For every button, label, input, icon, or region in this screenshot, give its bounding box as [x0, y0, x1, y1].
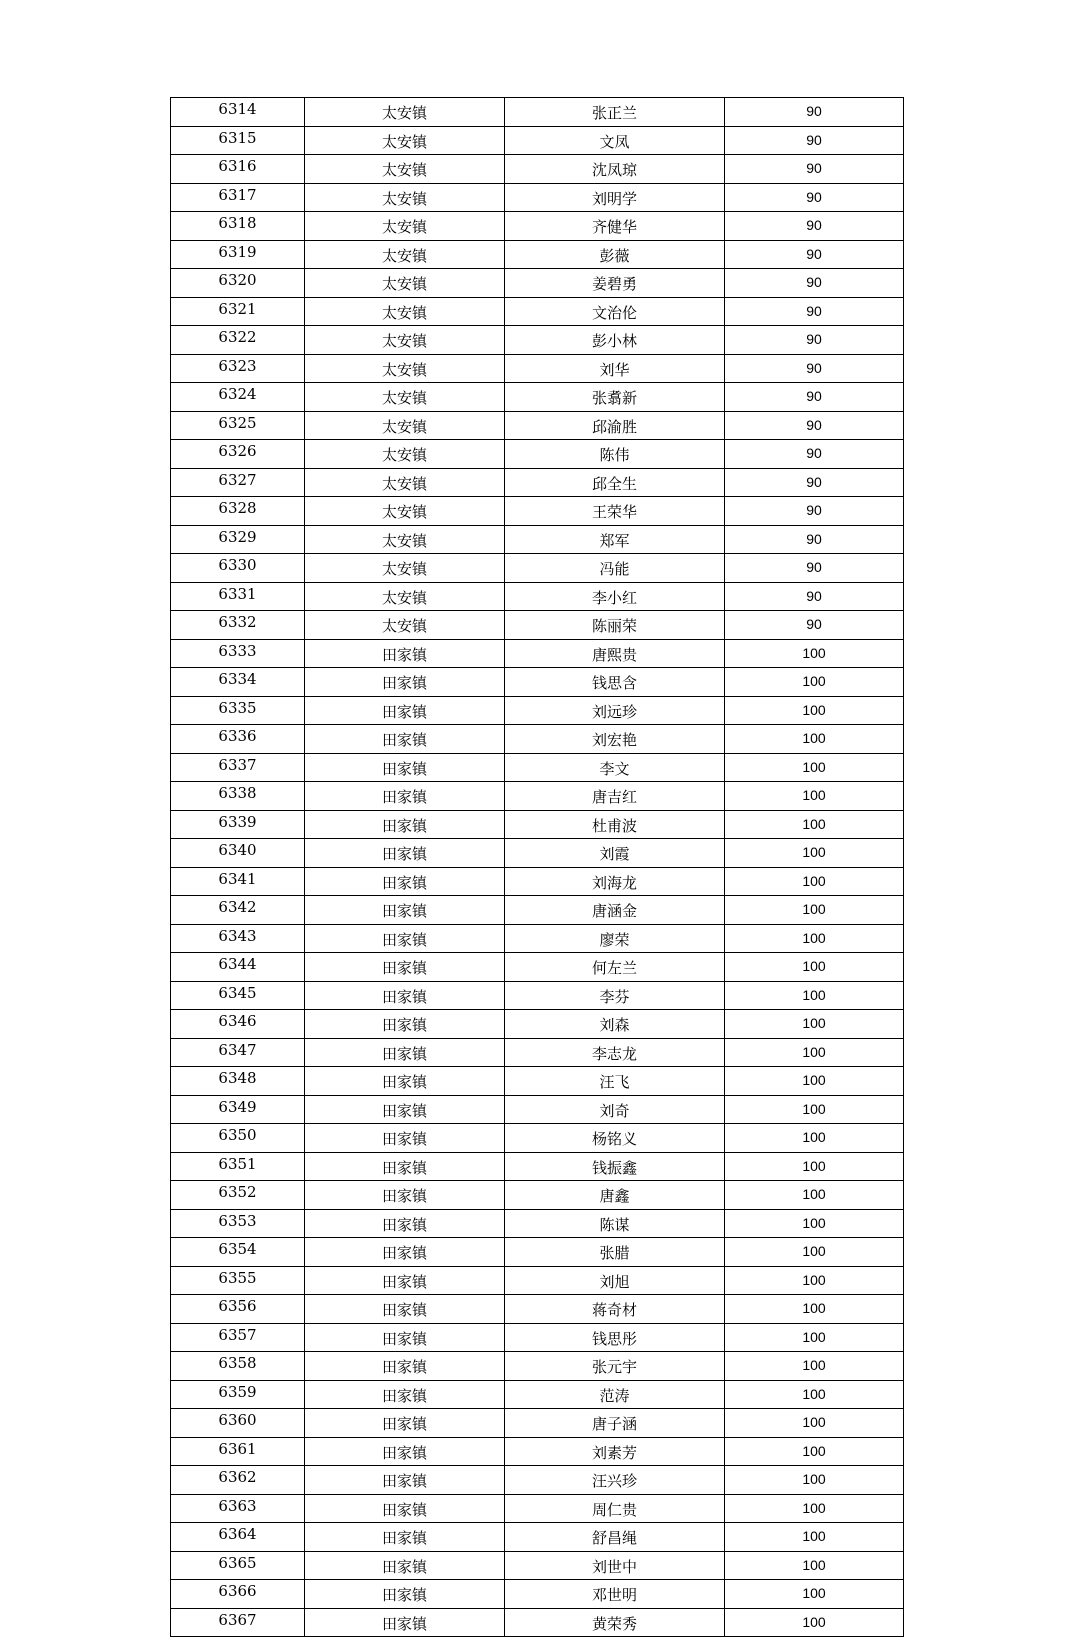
score-cell: 90 [725, 354, 904, 383]
score-cell: 100 [725, 1038, 904, 1067]
row-number-cell: 6317 [171, 183, 305, 212]
table-row [171, 411, 904, 440]
person-name-cell: 杜甫波 [505, 810, 725, 839]
score-cell: 90 [725, 468, 904, 497]
town-cell: 田家镇 [305, 1209, 505, 1238]
row-number-cell: 6353 [171, 1209, 305, 1238]
person-name-cell: 邱渝胜 [505, 411, 725, 440]
table-row [171, 1295, 904, 1324]
table-row [171, 1466, 904, 1495]
score-cell: 100 [725, 639, 904, 668]
row-number-cell: 6325 [171, 411, 305, 440]
person-name-cell: 刘旭 [505, 1266, 725, 1295]
row-number-cell: 6341 [171, 867, 305, 896]
row-number-cell: 6336 [171, 725, 305, 754]
score-cell: 100 [725, 725, 904, 754]
person-name-cell: 舒昌绳 [505, 1523, 725, 1552]
town-cell: 田家镇 [305, 953, 505, 982]
town-cell: 太安镇 [305, 297, 505, 326]
person-name-cell: 王荣华 [505, 497, 725, 526]
table-row [171, 1181, 904, 1210]
row-number-cell: 6348 [171, 1067, 305, 1096]
score-cell: 90 [725, 440, 904, 469]
row-number-cell: 6337 [171, 753, 305, 782]
person-name-cell: 刘华 [505, 354, 725, 383]
table-row [171, 896, 904, 925]
score-cell: 90 [725, 98, 904, 127]
person-name-cell: 唐鑫 [505, 1181, 725, 1210]
score-cell: 100 [725, 1437, 904, 1466]
town-cell: 田家镇 [305, 839, 505, 868]
town-cell: 田家镇 [305, 1494, 505, 1523]
person-name-cell: 廖荣 [505, 924, 725, 953]
table-row [171, 753, 904, 782]
score-cell: 90 [725, 183, 904, 212]
table-row [171, 1523, 904, 1552]
town-cell: 田家镇 [305, 1551, 505, 1580]
table-row [171, 582, 904, 611]
score-cell: 100 [725, 1266, 904, 1295]
row-number-cell: 6360 [171, 1409, 305, 1438]
town-cell: 田家镇 [305, 782, 505, 811]
person-name-cell: 文凤 [505, 126, 725, 155]
town-cell: 田家镇 [305, 668, 505, 697]
person-name-cell: 蒋奇材 [505, 1295, 725, 1324]
row-number-cell: 6343 [171, 924, 305, 953]
score-cell: 100 [725, 1010, 904, 1039]
town-cell: 太安镇 [305, 440, 505, 469]
score-cell: 100 [725, 924, 904, 953]
score-cell: 100 [725, 696, 904, 725]
person-name-cell: 钱思含 [505, 668, 725, 697]
row-number-cell: 6330 [171, 554, 305, 583]
score-cell: 100 [725, 1295, 904, 1324]
person-name-cell: 钱思彤 [505, 1323, 725, 1352]
row-number-cell: 6320 [171, 269, 305, 298]
score-cell: 100 [725, 1409, 904, 1438]
town-cell: 田家镇 [305, 1380, 505, 1409]
table-row [171, 212, 904, 241]
table-row [171, 1551, 904, 1580]
person-name-cell: 张翥新 [505, 383, 725, 412]
person-name-cell: 唐熙贵 [505, 639, 725, 668]
table-row [171, 1580, 904, 1609]
person-name-cell: 文治伦 [505, 297, 725, 326]
table-row [171, 1209, 904, 1238]
roster-table [170, 97, 904, 1637]
person-name-cell: 陈伟 [505, 440, 725, 469]
score-cell: 100 [725, 1124, 904, 1153]
table-row [171, 1152, 904, 1181]
table-row [171, 953, 904, 982]
row-number-cell: 6359 [171, 1380, 305, 1409]
table-row [171, 981, 904, 1010]
row-number-cell: 6349 [171, 1095, 305, 1124]
row-number-cell: 6350 [171, 1124, 305, 1153]
row-number-cell: 6324 [171, 383, 305, 412]
town-cell: 田家镇 [305, 639, 505, 668]
town-cell: 田家镇 [305, 1095, 505, 1124]
table-row [171, 468, 904, 497]
score-cell: 100 [725, 839, 904, 868]
table-row [171, 354, 904, 383]
row-number-cell: 6334 [171, 668, 305, 697]
table-row [171, 1437, 904, 1466]
row-number-cell: 6316 [171, 155, 305, 184]
town-cell: 太安镇 [305, 98, 505, 127]
person-name-cell: 郑军 [505, 525, 725, 554]
score-cell: 90 [725, 212, 904, 241]
score-cell: 100 [725, 668, 904, 697]
person-name-cell: 彭小林 [505, 326, 725, 355]
person-name-cell: 刘素芳 [505, 1437, 725, 1466]
town-cell: 田家镇 [305, 1067, 505, 1096]
town-cell: 田家镇 [305, 1152, 505, 1181]
town-cell: 太安镇 [305, 611, 505, 640]
town-cell: 田家镇 [305, 753, 505, 782]
person-name-cell: 何左兰 [505, 953, 725, 982]
town-cell: 田家镇 [305, 981, 505, 1010]
row-number-cell: 6332 [171, 611, 305, 640]
row-number-cell: 6339 [171, 810, 305, 839]
table-row [171, 240, 904, 269]
table-row [171, 525, 904, 554]
score-cell: 100 [725, 1608, 904, 1637]
row-number-cell: 6366 [171, 1580, 305, 1609]
row-number-cell: 6364 [171, 1523, 305, 1552]
town-cell: 田家镇 [305, 1124, 505, 1153]
person-name-cell: 黄荣秀 [505, 1608, 725, 1637]
row-number-cell: 6361 [171, 1437, 305, 1466]
score-cell: 90 [725, 155, 904, 184]
table-row [171, 839, 904, 868]
town-cell: 田家镇 [305, 896, 505, 925]
town-cell: 太安镇 [305, 240, 505, 269]
score-cell: 90 [725, 582, 904, 611]
person-name-cell: 李芬 [505, 981, 725, 1010]
town-cell: 田家镇 [305, 1295, 505, 1324]
table-row [171, 725, 904, 754]
person-name-cell: 刘霞 [505, 839, 725, 868]
person-name-cell: 汪飞 [505, 1067, 725, 1096]
roster-table-body [171, 98, 904, 1637]
town-cell: 田家镇 [305, 1038, 505, 1067]
town-cell: 田家镇 [305, 1409, 505, 1438]
row-number-cell: 6365 [171, 1551, 305, 1580]
score-cell: 90 [725, 554, 904, 583]
person-name-cell: 陈谋 [505, 1209, 725, 1238]
table-row [171, 440, 904, 469]
table-row [171, 554, 904, 583]
person-name-cell: 彭薇 [505, 240, 725, 269]
score-cell: 100 [725, 1323, 904, 1352]
town-cell: 田家镇 [305, 1523, 505, 1552]
score-cell: 100 [725, 867, 904, 896]
town-cell: 田家镇 [305, 1266, 505, 1295]
town-cell: 太安镇 [305, 411, 505, 440]
score-cell: 100 [725, 1466, 904, 1495]
table-row [171, 1010, 904, 1039]
town-cell: 太安镇 [305, 126, 505, 155]
score-cell: 100 [725, 1209, 904, 1238]
town-cell: 太安镇 [305, 354, 505, 383]
row-number-cell: 6315 [171, 126, 305, 155]
table-row [171, 782, 904, 811]
town-cell: 田家镇 [305, 696, 505, 725]
table-row [171, 1380, 904, 1409]
table-row [171, 497, 904, 526]
score-cell: 100 [725, 1551, 904, 1580]
table-row [171, 1409, 904, 1438]
score-cell: 100 [725, 753, 904, 782]
town-cell: 田家镇 [305, 1437, 505, 1466]
score-cell: 100 [725, 1523, 904, 1552]
person-name-cell: 冯能 [505, 554, 725, 583]
table-row [171, 1323, 904, 1352]
person-name-cell: 刘远珍 [505, 696, 725, 725]
row-number-cell: 6347 [171, 1038, 305, 1067]
person-name-cell: 李文 [505, 753, 725, 782]
score-cell: 100 [725, 1067, 904, 1096]
row-number-cell: 6354 [171, 1238, 305, 1267]
row-number-cell: 6318 [171, 212, 305, 241]
score-cell: 100 [725, 953, 904, 982]
score-cell: 100 [725, 1095, 904, 1124]
table-row [171, 1095, 904, 1124]
row-number-cell: 6326 [171, 440, 305, 469]
row-number-cell: 6346 [171, 1010, 305, 1039]
score-cell: 100 [725, 1152, 904, 1181]
score-cell: 100 [725, 810, 904, 839]
table-row [171, 1067, 904, 1096]
row-number-cell: 6352 [171, 1181, 305, 1210]
table-row [171, 696, 904, 725]
score-cell: 90 [725, 411, 904, 440]
table-row [171, 1266, 904, 1295]
person-name-cell: 刘宏艳 [505, 725, 725, 754]
table-row [171, 326, 904, 355]
town-cell: 田家镇 [305, 1352, 505, 1381]
person-name-cell: 刘奇 [505, 1095, 725, 1124]
town-cell: 田家镇 [305, 1010, 505, 1039]
person-name-cell: 刘海龙 [505, 867, 725, 896]
score-cell: 100 [725, 981, 904, 1010]
row-number-cell: 6335 [171, 696, 305, 725]
score-cell: 100 [725, 1494, 904, 1523]
person-name-cell: 沈凤琼 [505, 155, 725, 184]
row-number-cell: 6322 [171, 326, 305, 355]
town-cell: 太安镇 [305, 269, 505, 298]
row-number-cell: 6329 [171, 525, 305, 554]
person-name-cell: 刘世中 [505, 1551, 725, 1580]
table-row [171, 611, 904, 640]
table-row [171, 155, 904, 184]
score-cell: 90 [725, 269, 904, 298]
table-row [171, 297, 904, 326]
person-name-cell: 刘森 [505, 1010, 725, 1039]
row-number-cell: 6363 [171, 1494, 305, 1523]
person-name-cell: 刘明学 [505, 183, 725, 212]
score-cell: 90 [725, 525, 904, 554]
person-name-cell: 李小红 [505, 582, 725, 611]
row-number-cell: 6331 [171, 582, 305, 611]
table-row [171, 867, 904, 896]
person-name-cell: 周仁贵 [505, 1494, 725, 1523]
person-name-cell: 钱振鑫 [505, 1152, 725, 1181]
town-cell: 太安镇 [305, 383, 505, 412]
row-number-cell: 6344 [171, 953, 305, 982]
person-name-cell: 张元宇 [505, 1352, 725, 1381]
person-name-cell: 齐健华 [505, 212, 725, 241]
person-name-cell: 邓世明 [505, 1580, 725, 1609]
town-cell: 太安镇 [305, 183, 505, 212]
person-name-cell: 张腊 [505, 1238, 725, 1267]
row-number-cell: 6358 [171, 1352, 305, 1381]
table-row [171, 1238, 904, 1267]
town-cell: 太安镇 [305, 582, 505, 611]
person-name-cell: 范涛 [505, 1380, 725, 1409]
score-cell: 90 [725, 240, 904, 269]
row-number-cell: 6356 [171, 1295, 305, 1324]
row-number-cell: 6362 [171, 1466, 305, 1495]
row-number-cell: 6357 [171, 1323, 305, 1352]
score-cell: 90 [725, 611, 904, 640]
score-cell: 100 [725, 1238, 904, 1267]
row-number-cell: 6333 [171, 639, 305, 668]
row-number-cell: 6319 [171, 240, 305, 269]
table-row [171, 668, 904, 697]
table-row [171, 269, 904, 298]
score-cell: 100 [725, 1181, 904, 1210]
score-cell: 90 [725, 326, 904, 355]
score-cell: 100 [725, 1380, 904, 1409]
person-name-cell: 姜碧勇 [505, 269, 725, 298]
town-cell: 太安镇 [305, 554, 505, 583]
table-row [171, 1494, 904, 1523]
score-cell: 100 [725, 1352, 904, 1381]
score-cell: 100 [725, 896, 904, 925]
row-number-cell: 6342 [171, 896, 305, 925]
person-name-cell: 唐吉红 [505, 782, 725, 811]
score-cell: 100 [725, 782, 904, 811]
person-name-cell: 唐子涵 [505, 1409, 725, 1438]
town-cell: 太安镇 [305, 525, 505, 554]
score-cell: 90 [725, 126, 904, 155]
score-cell: 100 [725, 1580, 904, 1609]
score-cell: 90 [725, 497, 904, 526]
town-cell: 田家镇 [305, 725, 505, 754]
person-name-cell: 李志龙 [505, 1038, 725, 1067]
row-number-cell: 6351 [171, 1152, 305, 1181]
table-row [171, 810, 904, 839]
row-number-cell: 6345 [171, 981, 305, 1010]
town-cell: 田家镇 [305, 1580, 505, 1609]
person-name-cell: 张正兰 [505, 98, 725, 127]
table-row [171, 639, 904, 668]
row-number-cell: 6323 [171, 354, 305, 383]
town-cell: 田家镇 [305, 810, 505, 839]
person-name-cell: 陈丽荣 [505, 611, 725, 640]
table-row [171, 924, 904, 953]
town-cell: 田家镇 [305, 1181, 505, 1210]
row-number-cell: 6314 [171, 98, 305, 127]
score-cell: 90 [725, 297, 904, 326]
row-number-cell: 6327 [171, 468, 305, 497]
table-row [171, 383, 904, 412]
person-name-cell: 杨铭义 [505, 1124, 725, 1153]
person-name-cell: 邱全生 [505, 468, 725, 497]
town-cell: 太安镇 [305, 212, 505, 241]
person-name-cell: 汪兴珍 [505, 1466, 725, 1495]
row-number-cell: 6367 [171, 1608, 305, 1637]
row-number-cell: 6321 [171, 297, 305, 326]
town-cell: 田家镇 [305, 1466, 505, 1495]
table-row [171, 1038, 904, 1067]
table-row [171, 183, 904, 212]
town-cell: 田家镇 [305, 1323, 505, 1352]
town-cell: 田家镇 [305, 1608, 505, 1637]
town-cell: 田家镇 [305, 867, 505, 896]
row-number-cell: 6340 [171, 839, 305, 868]
town-cell: 田家镇 [305, 1238, 505, 1267]
town-cell: 太安镇 [305, 468, 505, 497]
row-number-cell: 6355 [171, 1266, 305, 1295]
score-cell: 90 [725, 383, 904, 412]
row-number-cell: 6328 [171, 497, 305, 526]
town-cell: 太安镇 [305, 497, 505, 526]
table-row [171, 1352, 904, 1381]
town-cell: 太安镇 [305, 155, 505, 184]
table-row [171, 1608, 904, 1637]
table-row [171, 1124, 904, 1153]
town-cell: 田家镇 [305, 924, 505, 953]
row-number-cell: 6338 [171, 782, 305, 811]
table-row [171, 126, 904, 155]
town-cell: 太安镇 [305, 326, 505, 355]
person-name-cell: 唐涵金 [505, 896, 725, 925]
table-row [171, 98, 904, 127]
